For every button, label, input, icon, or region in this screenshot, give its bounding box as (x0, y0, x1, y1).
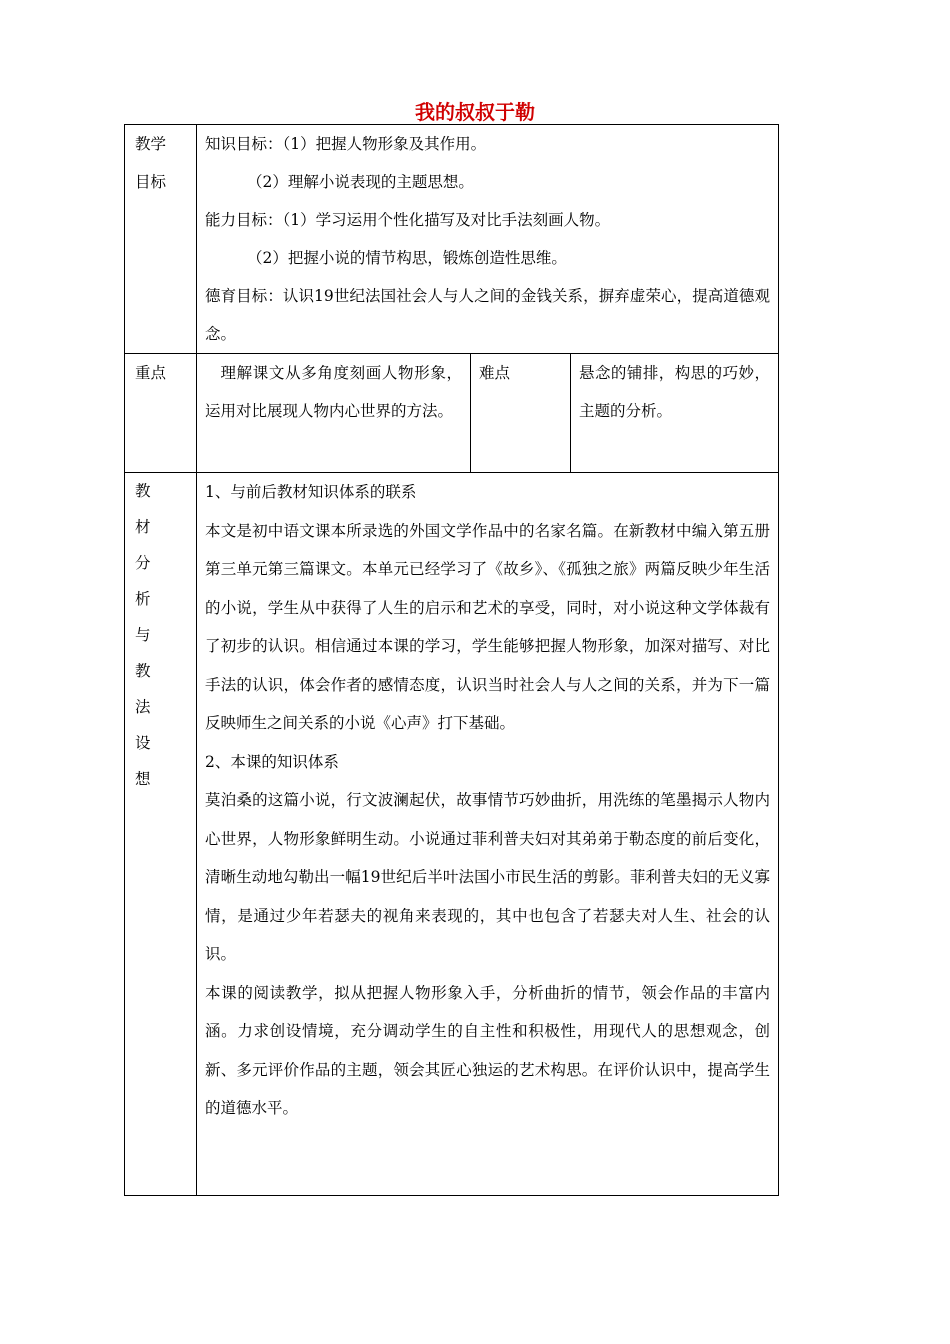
analysis-row (125, 473, 779, 1196)
analysis-label-char: 法 (135, 698, 151, 716)
analysis-label-char: 析 (135, 590, 151, 608)
analysis-label-char: 想 (135, 770, 151, 788)
analysis-label-char: 与 (135, 626, 151, 644)
moral-goal: 德育目标：认识19世纪法国社会人与人之间的金钱关系，摒弃虚荣心，提高道德观念。 (205, 287, 771, 343)
key-point-text: 理解课文从多角度刻画人物形象，运用对比展现人物内心世界的方法。 (197, 354, 471, 473)
analysis-label-char: 分 (135, 554, 151, 572)
ability-goal-2: （2）把握小说的情节构思，锻炼创造性思维。 (247, 249, 567, 267)
paragraph-1: 本文是初中语文课本所录选的外国文学作品中的名家名篇。在新教材中编入第五册第三单元第三篇课文。本单元已经学习了《故乡》、《孤独之旅》两篇反映少年生活的小说，学生从中获得了人生的启示和艺术的享受，同时，对小说这种文学体裁有了初步的认识。相信通过本课的学习，学生能够把握人物形象，加深对描写、对比手法的认识，体会作者的感情态度，认识当时社会人与人之间的关系，并为下一篇反映师生之间关系的小说《心声》打下基础。 (205, 521, 771, 732)
lesson-plan-table (124, 124, 779, 1196)
analysis-label-char: 设 (135, 734, 151, 752)
key-point-label: 重点 (125, 354, 197, 473)
teaching-goals-label-line2: 目标 (135, 173, 167, 191)
analysis-label-char: 教 (135, 482, 151, 500)
paragraph-2: 莫泊桑的这篇小说，行文波澜起伏，故事情节巧妙曲折，用洗练的笔墨揭示人物内心世界，人物形象鲜明生动。小说通过菲利普夫妇对其弟弟于勒态度的前后变化，清晰生动地勾勒出一幅19世纪后半叶法国小市民生活的剪影。菲利普夫妇的无义寡情，是通过少年若瑟夫的视角来表现的，其中也包含了若瑟夫对人生、社会的认识。 (205, 791, 771, 963)
section-heading-2: 2、本课的知识体系 (205, 752, 339, 771)
section-heading-1: 1、与前后教材知识体系的联系 (205, 483, 417, 501)
analysis-label (125, 473, 197, 1196)
focus-difficulty-row (125, 354, 779, 473)
analysis-label-char: 材 (135, 518, 151, 536)
knowledge-goal-1: 知识目标：（1）把握人物形象及其作用。 (205, 135, 487, 153)
paragraph-3: 本课的阅读教学，拟从把握人物形象入手，分析曲折的情节，领会作品的丰富内涵。力求创设情境，充分调动学生的自主性和积极性，用现代人的思想观念，创新、多元评价作品的主题，领会其匠心独运的艺术构思。在评价认识中，提高学生的道德水平。 (205, 983, 771, 1117)
knowledge-goal-2: （2）理解小说表现的主题思想。 (247, 173, 474, 191)
difficulty-label: 难点 (471, 354, 571, 473)
page-title: 我的叔叔于勒 (415, 100, 535, 124)
analysis-label-char: 教 (135, 662, 151, 680)
teaching-goals-label-line1: 教学 (135, 135, 167, 153)
teaching-goals-row (125, 125, 779, 354)
difficulty-text: 悬念的铺排，构思的巧妙，主题的分析。 (571, 354, 779, 473)
teaching-goals-content (197, 125, 779, 354)
ability-goal-1: 能力目标：（1）学习运用个性化描写及对比手法刻画人物。 (205, 211, 611, 229)
analysis-content (197, 473, 779, 1196)
teaching-goals-label (125, 125, 197, 354)
